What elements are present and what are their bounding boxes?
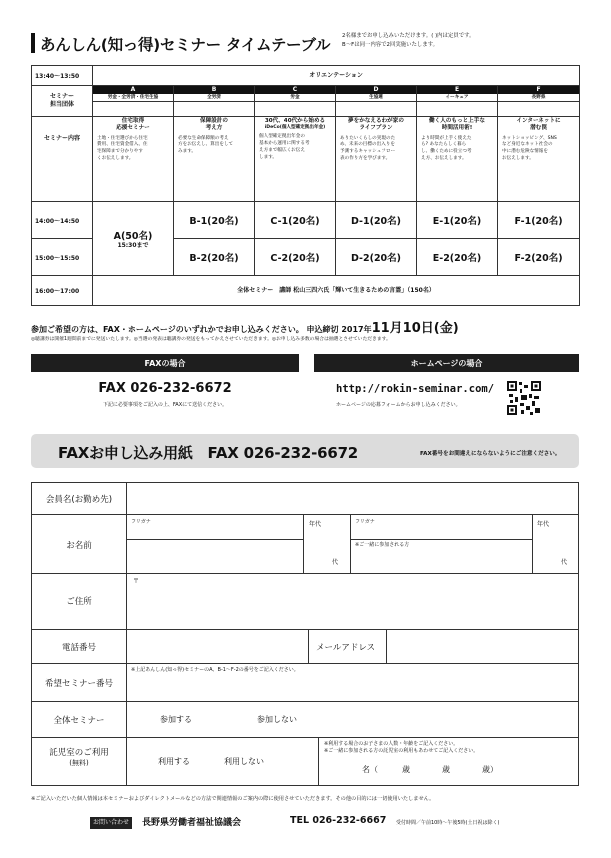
block-a-id: A (93, 86, 173, 94)
companion-age-label: 年代 (537, 521, 550, 528)
block-e-title (417, 117, 497, 136)
block-f-desc-line: など身近なネット社会の (502, 142, 553, 148)
companion-note: ※ご一緒に参加される方 (355, 542, 410, 548)
block-a-org: 労金・全労済・住宅生協 (93, 94, 173, 103)
age-label: 年代 (309, 521, 322, 528)
block-f-desc (498, 136, 579, 164)
companion-age-suffix: 代 (561, 559, 568, 566)
email-label: メールアドレス (316, 643, 376, 653)
block-c-desc-line: 個人型確定拠出年金の (259, 134, 305, 140)
session-e1: E-1(20名) (417, 202, 498, 239)
session-e2: E-2(20名) (417, 239, 498, 276)
fax-instruction: 下記に必要事項をご記入の上、FAXにて送信ください。 (102, 402, 228, 408)
organizer-label-line2: 担当団体 (49, 101, 74, 108)
seminar-number-note: ※上記あんしん(知っ得)セミナーのA、B-1〜F-2の番号をご記入ください。 (131, 667, 299, 673)
orientation-time: 13:40〜13:50 (32, 66, 93, 86)
block-header-row (32, 86, 580, 117)
name-input[interactable] (128, 541, 302, 571)
email-input[interactable] (388, 631, 576, 661)
block-b-id: B (174, 86, 254, 94)
block-b-desc-line: 方をお伝えし、算出をして (178, 142, 234, 148)
web-instruction: ホームページの応募フォームからお申し込みください。 (336, 402, 461, 408)
plenary-row (32, 276, 580, 306)
block-b-desc-line: みます。 (178, 149, 197, 155)
block-c-desc (255, 134, 335, 162)
organizer-label-line1: セミナー (49, 93, 74, 101)
block-d-id: D (336, 86, 416, 94)
block-b-content (174, 117, 255, 202)
block-d-org: 生協連 (336, 94, 416, 103)
block-d-title-line2: ライフプラン (359, 125, 393, 132)
apply-notes: ◎聴講券は開催1週間前までに発送いたします。◎当選の発表は聴講券の発送をもってかえさせていただきます。◎お申し込み多数の場合は抽選とさせていただきます。 (31, 337, 391, 342)
session-d1: D-1(20名) (336, 202, 417, 239)
block-a-desc-line: 土地・住宅選びから住宅 (97, 135, 148, 141)
block-f-org: 長野県 (498, 94, 579, 103)
contact-phone: TEL 026-232-6667 (290, 815, 387, 826)
block-b-org: 全労済 (174, 94, 254, 103)
block-c-content (255, 117, 336, 202)
session-d2: D-2(20名) (336, 239, 417, 276)
content-label: セミナー内容 (32, 117, 93, 202)
daycare-note2: ※ご一緒に参加される方の託児室の利用もあわせてご記入ください。 (324, 748, 479, 754)
apply-text: 参加ご希望の方は、FAX・ホームページのいずれかでお申し込みください。 申込締切 2017年 (31, 325, 372, 334)
phone-label: 電話番号 (61, 643, 96, 653)
block-d-desc (336, 136, 416, 164)
block-e-title-line2: 時間活用術! (441, 125, 473, 132)
block-c-title-line2: iDeCo(個人型確定拠出年金) (264, 125, 326, 131)
block-f-content (498, 117, 580, 202)
block-c-desc-line: します。 (259, 154, 278, 160)
apply-instruction (31, 317, 459, 336)
plenary-label: 全体セミナー (53, 716, 105, 726)
block-d-desc-line: ありたいくらしの実現のた (340, 135, 396, 141)
name-label: お名前 (66, 541, 92, 551)
orientation-label: オリエンテーション (93, 66, 580, 86)
block-e-content (417, 117, 498, 202)
slot1-time: 14:00〜14:50 (32, 202, 93, 239)
daycare-use-option[interactable]: 利用する (158, 757, 190, 766)
block-a-title-line2: 応援セミナー (116, 125, 150, 132)
plenary-text: 全体セミナー 講師 松山三四六氏「輝いて生きるための言霊」（150名） (93, 276, 580, 306)
privacy-note: ※ご記入いただいた個人情報は本セミナーおよびダイレクトメールなどの方法で関連情報のご案内の際に使用させていただきます。その他の目的には一切使用いたしません。 (31, 796, 435, 802)
page-title: あんしん(知っ得)セミナー タイムテーブル (40, 36, 331, 54)
session-c1: C-1(20名) (255, 202, 336, 239)
header-note-repeat: B〜Fは同一内容で2回実施いたします。 (342, 42, 439, 49)
daycare-children-input[interactable]: 名（ 歳 歳 歳） (362, 765, 498, 774)
apply-deadline: 11月10日(金) (371, 321, 459, 336)
slot2-time: 15:00〜15:50 (32, 239, 93, 276)
session-f2: F-2(20名) (498, 239, 580, 276)
block-f-id: F (498, 86, 579, 94)
inquiry-badge: お問い合わせ (90, 817, 132, 829)
furigana-label: フリガナ (131, 519, 151, 525)
session-b2: B-2(20名) (174, 239, 255, 276)
block-d-header (336, 86, 417, 117)
block-d-desc-line: 予測するキャッシュフロー (340, 149, 396, 155)
block-d-desc-line: め、未来の目標の出入りを (340, 142, 395, 148)
block-e-header (417, 86, 498, 117)
session-f1: F-1(20名) (498, 202, 580, 239)
block-f-desc-line: ネットショッピング、SNS (502, 135, 557, 141)
session-row-1 (32, 202, 580, 239)
session-c2: C-2(20名) (255, 239, 336, 276)
fax-form-note: FAX番号をお間違えにならないようにご注意ください。 (420, 451, 561, 457)
application-form (31, 482, 579, 786)
block-c-header (255, 86, 336, 117)
block-b-desc-line: 必要な生命保障額の考え (178, 135, 229, 141)
age-suffix: 代 (332, 559, 339, 566)
block-a-desc-line: 宅保障まで分かりやす (97, 149, 143, 155)
session-b1: B-1(20名) (174, 202, 255, 239)
daycare-note1: ※利用する場合のお子さまの人数・年齢をご記入ください。 (324, 741, 459, 747)
website-link[interactable]: http://rokin-seminar.com/ (336, 383, 495, 395)
block-d-title (336, 117, 416, 136)
block-f-title-line1: インターネットに (516, 118, 561, 124)
plenary-time: 16:00〜17:00 (32, 276, 93, 306)
block-d-title-line1: 夢をかなえるわが家の (348, 118, 404, 124)
block-a-title (93, 117, 173, 136)
phone-input[interactable] (128, 631, 306, 661)
block-a-desc (93, 136, 173, 164)
block-e-desc-line: え方、お伝えします。 (421, 156, 467, 162)
session-a-label: A(50名) (113, 230, 153, 242)
web-method-label: ホームページの場合 (314, 354, 579, 372)
fax-number: FAX 026-232-6672 (98, 381, 232, 396)
block-c-org: 労金 (255, 94, 335, 103)
header-notes (342, 32, 474, 51)
companion-furigana-label: フリガナ (355, 519, 375, 525)
timetable (31, 65, 580, 306)
fax-form-title: FAXお申し込み用紙 FAX 026-232-6672 (58, 444, 359, 462)
block-f-title (498, 117, 579, 136)
organizer-label (32, 86, 93, 117)
block-d-content (336, 117, 417, 202)
plenary-decline-option[interactable]: 参加しない (257, 715, 297, 724)
block-b-header (174, 86, 255, 117)
block-e-desc-line: し、働くために役立つ考 (421, 149, 472, 155)
daycare-label-line1: 託児室のご利用 (49, 748, 109, 758)
block-f-title-line2: 潜む罠 (530, 125, 547, 132)
block-a-desc-line: 費用、住宅資金借入、住 (97, 142, 148, 148)
daycare-label (32, 746, 126, 768)
header-note-capacity: 2名様までお申し込みいただけます。( )内は定員です。 (342, 33, 475, 39)
address-input[interactable] (128, 575, 576, 627)
block-a-header (93, 86, 174, 117)
block-a-desc-line: くお伝えします。 (97, 156, 134, 162)
session-a (93, 202, 174, 276)
block-a-content (93, 117, 174, 202)
block-a-title-line1: 住宅取得 (121, 118, 145, 124)
content-row (32, 117, 580, 202)
block-c-title (255, 117, 335, 134)
session-a-until: 15:30まで (117, 241, 149, 249)
block-d-desc-line: 表の作り方を学びます。 (340, 156, 391, 162)
fax-method-label: FAXの場合 (31, 354, 299, 372)
block-b-title-line2: 考え方 (205, 125, 223, 132)
block-e-desc-line: ら? あなたらしく暮ら (421, 142, 467, 148)
block-f-header (498, 86, 580, 117)
block-c-desc-line: え方まで幅広くお伝え (259, 148, 305, 154)
organization-name: 長野県労働者福祉協議会 (142, 818, 242, 828)
block-b-desc (174, 136, 254, 157)
daycare-decline-option[interactable]: 利用しない (224, 757, 264, 766)
daycare-label-line2: (無料) (69, 759, 89, 767)
block-b-title-line1: 保障設計の (200, 118, 228, 124)
block-e-desc (417, 136, 497, 164)
block-f-desc-line: お伝えします。 (502, 156, 534, 162)
orientation-row (32, 66, 580, 86)
member-input[interactable] (128, 485, 576, 513)
block-e-org: イーキュア (417, 94, 497, 103)
block-e-desc-line: より時間が上手く使えた (421, 135, 472, 141)
title-accent-bar (31, 33, 35, 53)
qr-code-icon (506, 380, 542, 416)
office-hours: 受付時間／午前10時〜午後5時(土日祝は除く) (396, 820, 500, 826)
postal-mark: 〒 (133, 578, 140, 585)
block-e-id: E (417, 86, 497, 94)
plenary-attend-option[interactable]: 参加する (160, 715, 192, 724)
address-label: ご住所 (66, 597, 92, 607)
block-c-desc-line: 基本から運用に関する考 (259, 141, 310, 147)
block-f-desc-line: 中に潜む危険な情報を (502, 149, 548, 155)
block-c-title-line1: 30代、40代から始める (264, 118, 326, 124)
seminar-number-label: 希望セミナー番号 (44, 679, 113, 689)
companion-name-input[interactable] (352, 549, 530, 571)
seminar-number-input[interactable] (128, 675, 576, 699)
block-c-id: C (255, 86, 335, 94)
block-e-title-line1: 働く人のもっと上手な (429, 118, 485, 124)
member-label: 会員名(お勤め先) (45, 495, 113, 505)
block-b-title (174, 117, 254, 136)
